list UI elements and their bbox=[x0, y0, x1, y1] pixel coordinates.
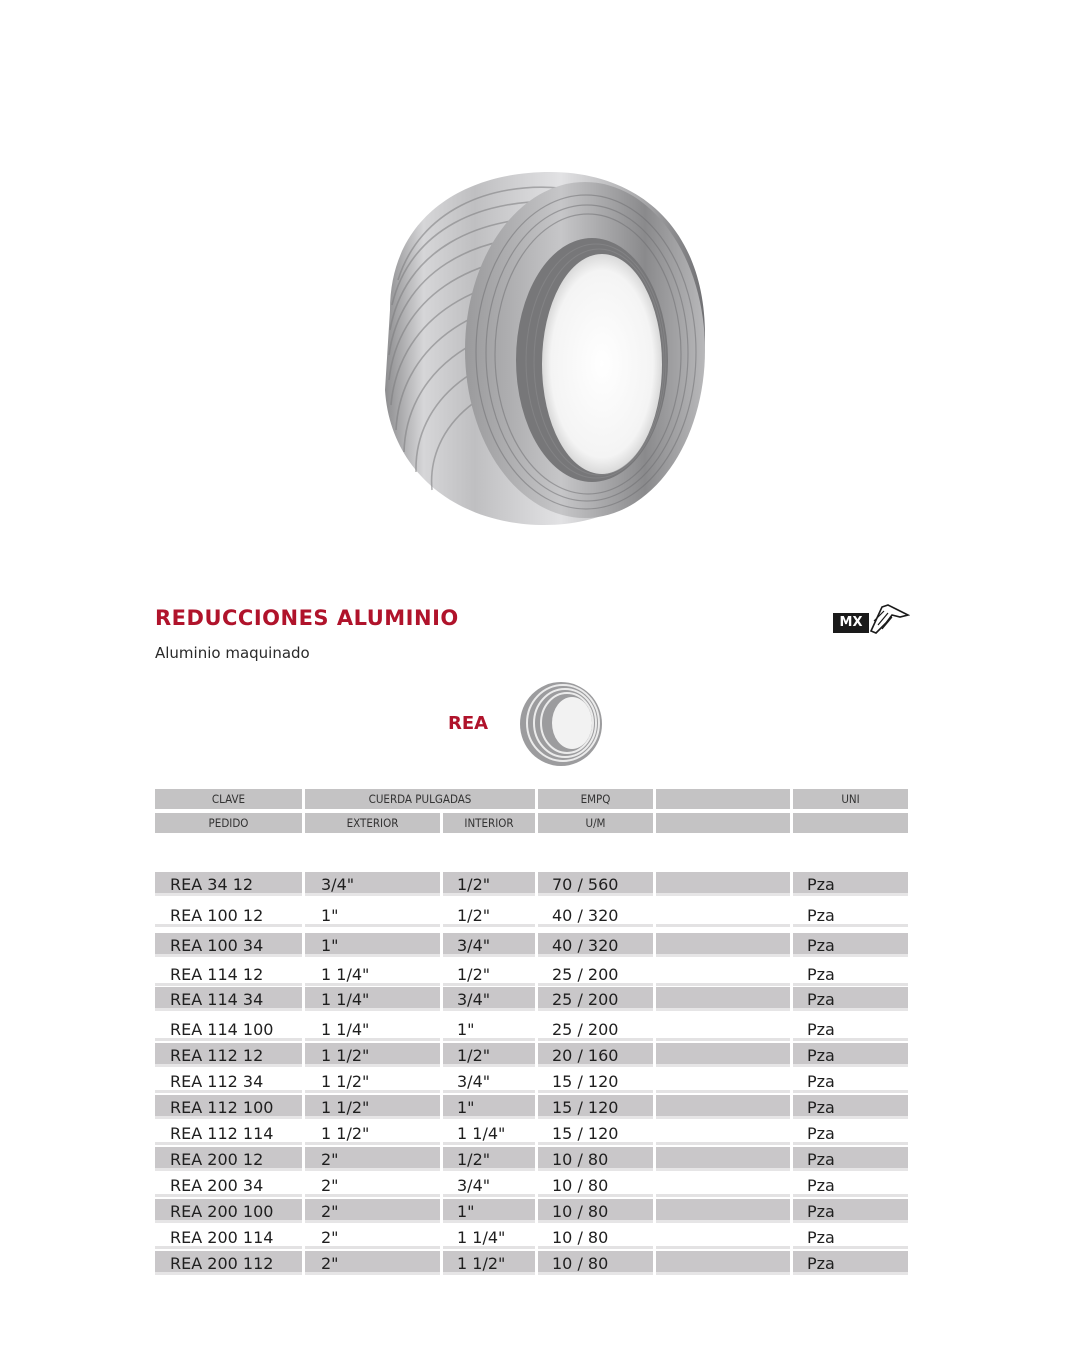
cell-empq: 20 / 160 bbox=[538, 1043, 653, 1067]
cell-clave: REA 200 100 bbox=[155, 1199, 302, 1223]
cell-exterior: 1 1/4" bbox=[305, 1017, 440, 1041]
header-blank bbox=[656, 789, 790, 809]
cell-empq: 25 / 200 bbox=[538, 1017, 653, 1041]
table-row bbox=[155, 962, 908, 986]
cell-interior: 1" bbox=[443, 1017, 535, 1041]
cell-exterior: 1 1/4" bbox=[305, 987, 440, 1011]
table-row bbox=[155, 1121, 908, 1145]
cell-empq: 40 / 320 bbox=[538, 933, 653, 957]
cell-clave: REA 100 12 bbox=[155, 903, 302, 927]
table-row bbox=[155, 1173, 908, 1197]
cell-exterior: 2" bbox=[305, 1225, 440, 1249]
table-row bbox=[155, 872, 908, 896]
cell-blank bbox=[656, 1251, 790, 1275]
cell-interior: 1/2" bbox=[443, 962, 535, 986]
cell-uni: Pza bbox=[793, 1225, 908, 1249]
cell-uni: Pza bbox=[793, 1043, 908, 1067]
cell-blank bbox=[656, 962, 790, 986]
table-row bbox=[155, 1069, 908, 1093]
cell-uni: Pza bbox=[793, 1069, 908, 1093]
cell-blank bbox=[656, 1225, 790, 1249]
header-empq: EMPQ bbox=[538, 789, 653, 809]
cell-clave: REA 112 12 bbox=[155, 1043, 302, 1067]
cell-empq: 15 / 120 bbox=[538, 1121, 653, 1145]
header-blank-3 bbox=[793, 813, 908, 833]
cell-clave: REA 34 12 bbox=[155, 872, 302, 896]
table-row bbox=[155, 1199, 908, 1223]
cell-uni: Pza bbox=[793, 1095, 908, 1119]
cell-interior: 1/2" bbox=[443, 1147, 535, 1171]
cell-clave: REA 112 100 bbox=[155, 1095, 302, 1119]
cell-uni: Pza bbox=[793, 872, 908, 896]
cell-blank bbox=[656, 1199, 790, 1223]
header-clave: CLAVE bbox=[155, 789, 302, 809]
cell-uni: Pza bbox=[793, 1147, 908, 1171]
cell-exterior: 1 1/2" bbox=[305, 1069, 440, 1093]
cell-empq: 25 / 200 bbox=[538, 987, 653, 1011]
cell-exterior: 2" bbox=[305, 1147, 440, 1171]
cell-empq: 15 / 120 bbox=[538, 1069, 653, 1093]
cell-uni: Pza bbox=[793, 903, 908, 927]
header-uni: UNI bbox=[793, 789, 908, 809]
cell-blank bbox=[656, 1121, 790, 1145]
cell-interior: 1" bbox=[443, 1095, 535, 1119]
cell-exterior: 1" bbox=[305, 933, 440, 957]
cell-interior: 3/4" bbox=[443, 987, 535, 1011]
cell-empq: 70 / 560 bbox=[538, 872, 653, 896]
cell-empq: 10 / 80 bbox=[538, 1199, 653, 1223]
cell-interior: 1/2" bbox=[443, 872, 535, 896]
table-row bbox=[155, 1017, 908, 1041]
cell-exterior: 1 1/2" bbox=[305, 1121, 440, 1145]
model-code: REA bbox=[448, 713, 489, 734]
header-um: U/M bbox=[538, 813, 653, 833]
cell-empq: 10 / 80 bbox=[538, 1251, 653, 1275]
cell-exterior: 1 1/4" bbox=[305, 962, 440, 986]
product-photo bbox=[370, 160, 720, 550]
table-row bbox=[155, 1147, 908, 1171]
cell-blank bbox=[656, 933, 790, 957]
header-blank-2 bbox=[656, 813, 790, 833]
cell-clave: REA 112 114 bbox=[155, 1121, 302, 1145]
cell-exterior: 3/4" bbox=[305, 872, 440, 896]
cell-empq: 25 / 200 bbox=[538, 962, 653, 986]
cell-interior: 1 1/4" bbox=[443, 1121, 535, 1145]
cell-uni: Pza bbox=[793, 962, 908, 986]
table-row bbox=[155, 1225, 908, 1249]
cell-blank bbox=[656, 1095, 790, 1119]
cell-uni: Pza bbox=[793, 1173, 908, 1197]
cell-exterior: 1 1/2" bbox=[305, 1095, 440, 1119]
cell-uni: Pza bbox=[793, 1017, 908, 1041]
cell-empq: 40 / 320 bbox=[538, 903, 653, 927]
cell-interior: 1" bbox=[443, 1199, 535, 1223]
cell-uni: Pza bbox=[793, 1251, 908, 1275]
cell-exterior: 2" bbox=[305, 1173, 440, 1197]
table-row bbox=[155, 1251, 908, 1275]
cell-clave: REA 200 34 bbox=[155, 1173, 302, 1197]
cell-empq: 10 / 80 bbox=[538, 1147, 653, 1171]
cell-interior: 3/4" bbox=[443, 933, 535, 957]
cell-exterior: 2" bbox=[305, 1199, 440, 1223]
header-exterior: EXTERIOR bbox=[305, 813, 440, 833]
cell-blank bbox=[656, 1147, 790, 1171]
cell-uni: Pza bbox=[793, 1199, 908, 1223]
cell-exterior: 2" bbox=[305, 1251, 440, 1275]
cell-interior: 3/4" bbox=[443, 1069, 535, 1093]
cell-interior: 1 1/4" bbox=[443, 1225, 535, 1249]
cell-empq: 15 / 120 bbox=[538, 1095, 653, 1119]
cell-blank bbox=[656, 1173, 790, 1197]
cell-uni: Pza bbox=[793, 933, 908, 957]
cell-blank bbox=[656, 903, 790, 927]
table-row bbox=[155, 903, 908, 927]
header-pedido: PEDIDO bbox=[155, 813, 302, 833]
cell-empq: 10 / 80 bbox=[538, 1225, 653, 1249]
table-row bbox=[155, 933, 908, 957]
cell-blank bbox=[656, 1069, 790, 1093]
header-cuerda: CUERDA PULGADAS bbox=[305, 789, 535, 809]
cell-clave: REA 100 34 bbox=[155, 933, 302, 957]
cell-exterior: 1 1/2" bbox=[305, 1043, 440, 1067]
table-row bbox=[155, 987, 908, 1011]
cell-uni: Pza bbox=[793, 987, 908, 1011]
product-title: REDUCCIONES ALUMINIO bbox=[155, 606, 459, 630]
cell-clave: REA 114 34 bbox=[155, 987, 302, 1011]
cell-clave: REA 200 12 bbox=[155, 1147, 302, 1171]
cell-clave: REA 112 34 bbox=[155, 1069, 302, 1093]
cell-interior: 3/4" bbox=[443, 1173, 535, 1197]
cell-blank bbox=[656, 1017, 790, 1041]
cell-empq: 10 / 80 bbox=[538, 1173, 653, 1197]
cell-interior: 1/2" bbox=[443, 1043, 535, 1067]
cell-interior: 1/2" bbox=[443, 903, 535, 927]
cell-uni: Pza bbox=[793, 1121, 908, 1145]
cell-exterior: 1" bbox=[305, 903, 440, 927]
header-interior: INTERIOR bbox=[443, 813, 535, 833]
product-subtitle: Aluminio maquinado bbox=[155, 644, 310, 662]
table-subheader-row bbox=[155, 813, 908, 833]
cell-clave: REA 200 112 bbox=[155, 1251, 302, 1275]
cell-clave: REA 114 100 bbox=[155, 1017, 302, 1041]
table-row bbox=[155, 1095, 908, 1119]
origin-badge-text: MX bbox=[839, 615, 863, 630]
table-row bbox=[155, 1043, 908, 1067]
cell-blank bbox=[656, 987, 790, 1011]
cell-clave: REA 200 114 bbox=[155, 1225, 302, 1249]
cell-blank bbox=[656, 1043, 790, 1067]
product-thumbnail bbox=[517, 678, 607, 770]
table-header-row bbox=[155, 789, 908, 809]
cell-interior: 1 1/2" bbox=[443, 1251, 535, 1275]
cell-blank bbox=[656, 872, 790, 896]
cell-clave: REA 114 12 bbox=[155, 962, 302, 986]
